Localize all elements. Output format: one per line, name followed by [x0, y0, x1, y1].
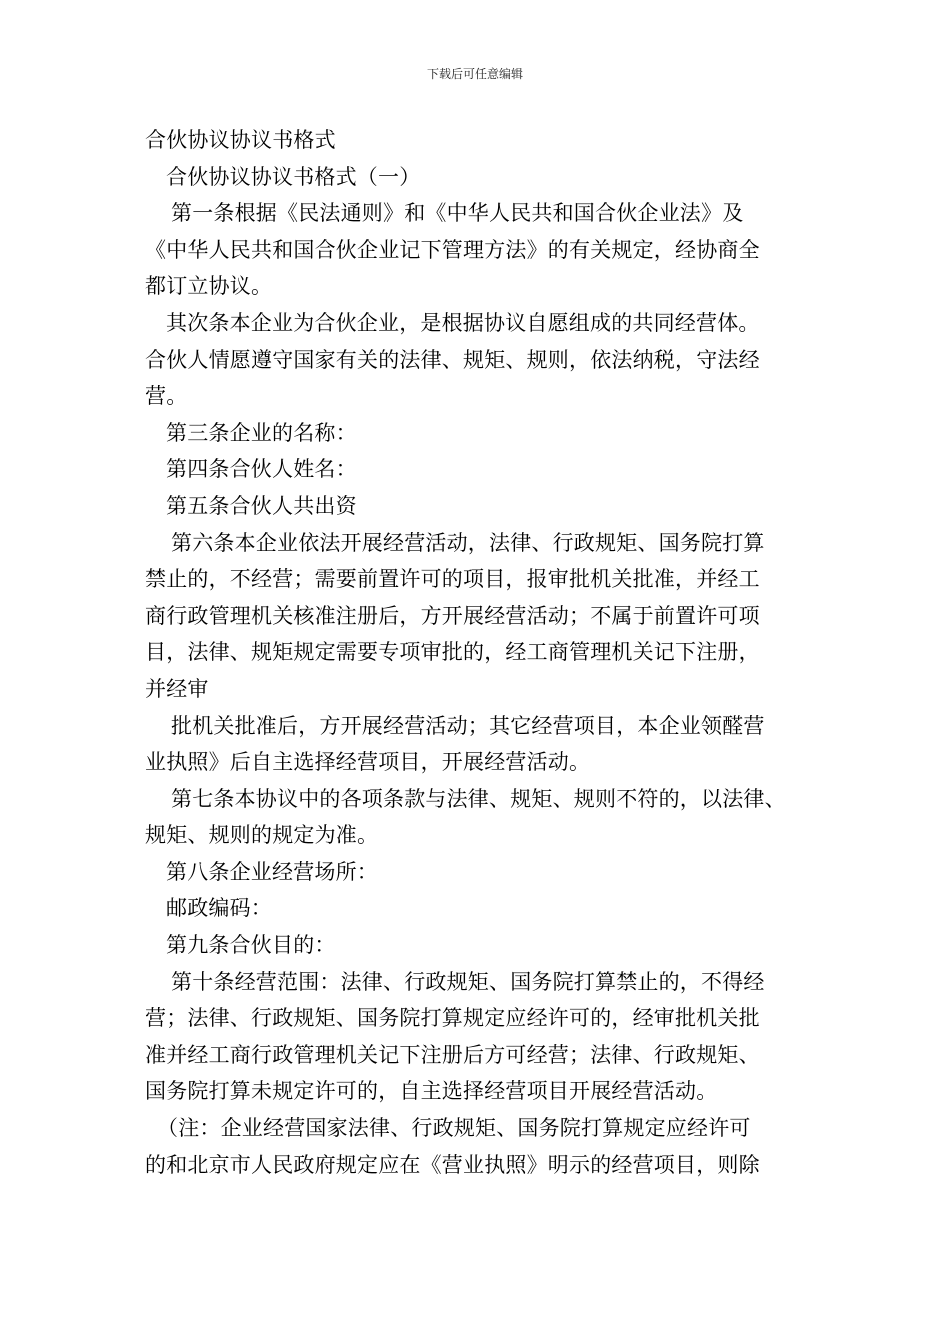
- text-line: 都订立协议。: [145, 274, 273, 299]
- text-line: 规矩、规则的规定为准。: [145, 823, 379, 848]
- document-title: 合伙协议协议书格式: [145, 128, 336, 152]
- section-heading: 合伙协议协议书格式（一）: [166, 164, 421, 189]
- text-line: 第六条本企业依法开展经营活动，法律、行政规矩、国务院打算: [171, 530, 765, 555]
- text-line: 第八条企业经营场所：: [166, 859, 378, 884]
- text-line: 批机关批准后，方开展经营活动；其它经营项目，本企业领醛营: [171, 713, 765, 738]
- text-line: 第十条经营范围：法律、行政规矩、国务院打算禁止的，不得经: [171, 969, 765, 994]
- text-line: 第七条本协议中的各项条款与法律、规矩、规则不符的，以法律、: [171, 786, 786, 811]
- text-line: （注：企业经营国家法律、行政规矩、国务院打算规定应经许可: [157, 1116, 751, 1141]
- text-line: 第九条合伙目的：: [166, 933, 336, 958]
- text-line: 国务院打算未规定许可的，自主选择经营项目开展经营活动。: [145, 1079, 718, 1104]
- text-line: 业执照》后自主选择经营项目，开展经营活动。: [145, 750, 591, 775]
- document-body: [145, 122, 825, 1183]
- text-line: 合伙人情愿遵守国家有关的法律、规矩、规则，依法纳税，守法经: [145, 347, 760, 372]
- text-line: 商行政管理机关核准注册后，方开展经营活动；不属于前置许可项: [145, 603, 760, 628]
- text-line: 禁止的，不经营；需要前置许可的项目，报审批机关批准，并经工: [145, 567, 760, 592]
- text-line: 准并经工商行政管理机关记下注册后方可经营；法律、行政规矩、: [145, 1042, 760, 1067]
- text-line: 其次条本企业为合伙企业，是根据协议自愿组成的共同经营体。: [166, 310, 760, 335]
- text-line: 的和北京市人民政府规定应在《营业执照》明示的经营项目，则除: [145, 1152, 760, 1177]
- header-note: 下载后可任意编辑: [426, 67, 523, 81]
- text-line: 并经审: [145, 676, 209, 701]
- text-line: 第一条根据《民法通则》和《中华人民共和国合伙企业法》及: [171, 201, 744, 226]
- text-line: 第三条企业的名称：: [166, 420, 357, 445]
- text-line: 营。: [145, 384, 188, 409]
- text-line: 第五条合伙人共出资: [166, 493, 357, 518]
- text-line: 第四条合伙人姓名：: [166, 457, 357, 482]
- text-line: 《中华人民共和国合伙企业记下管理方法》的有关规定，经协商全: [145, 237, 760, 262]
- text-line: 目，法律、规矩规定需要专项审批的，经工商管理机关记下注册，: [145, 640, 760, 665]
- text-line: 营；法律、行政规矩、国务院打算规定应经许可的，经审批机关批: [145, 1006, 760, 1031]
- text-line: 邮政编码：: [166, 896, 272, 921]
